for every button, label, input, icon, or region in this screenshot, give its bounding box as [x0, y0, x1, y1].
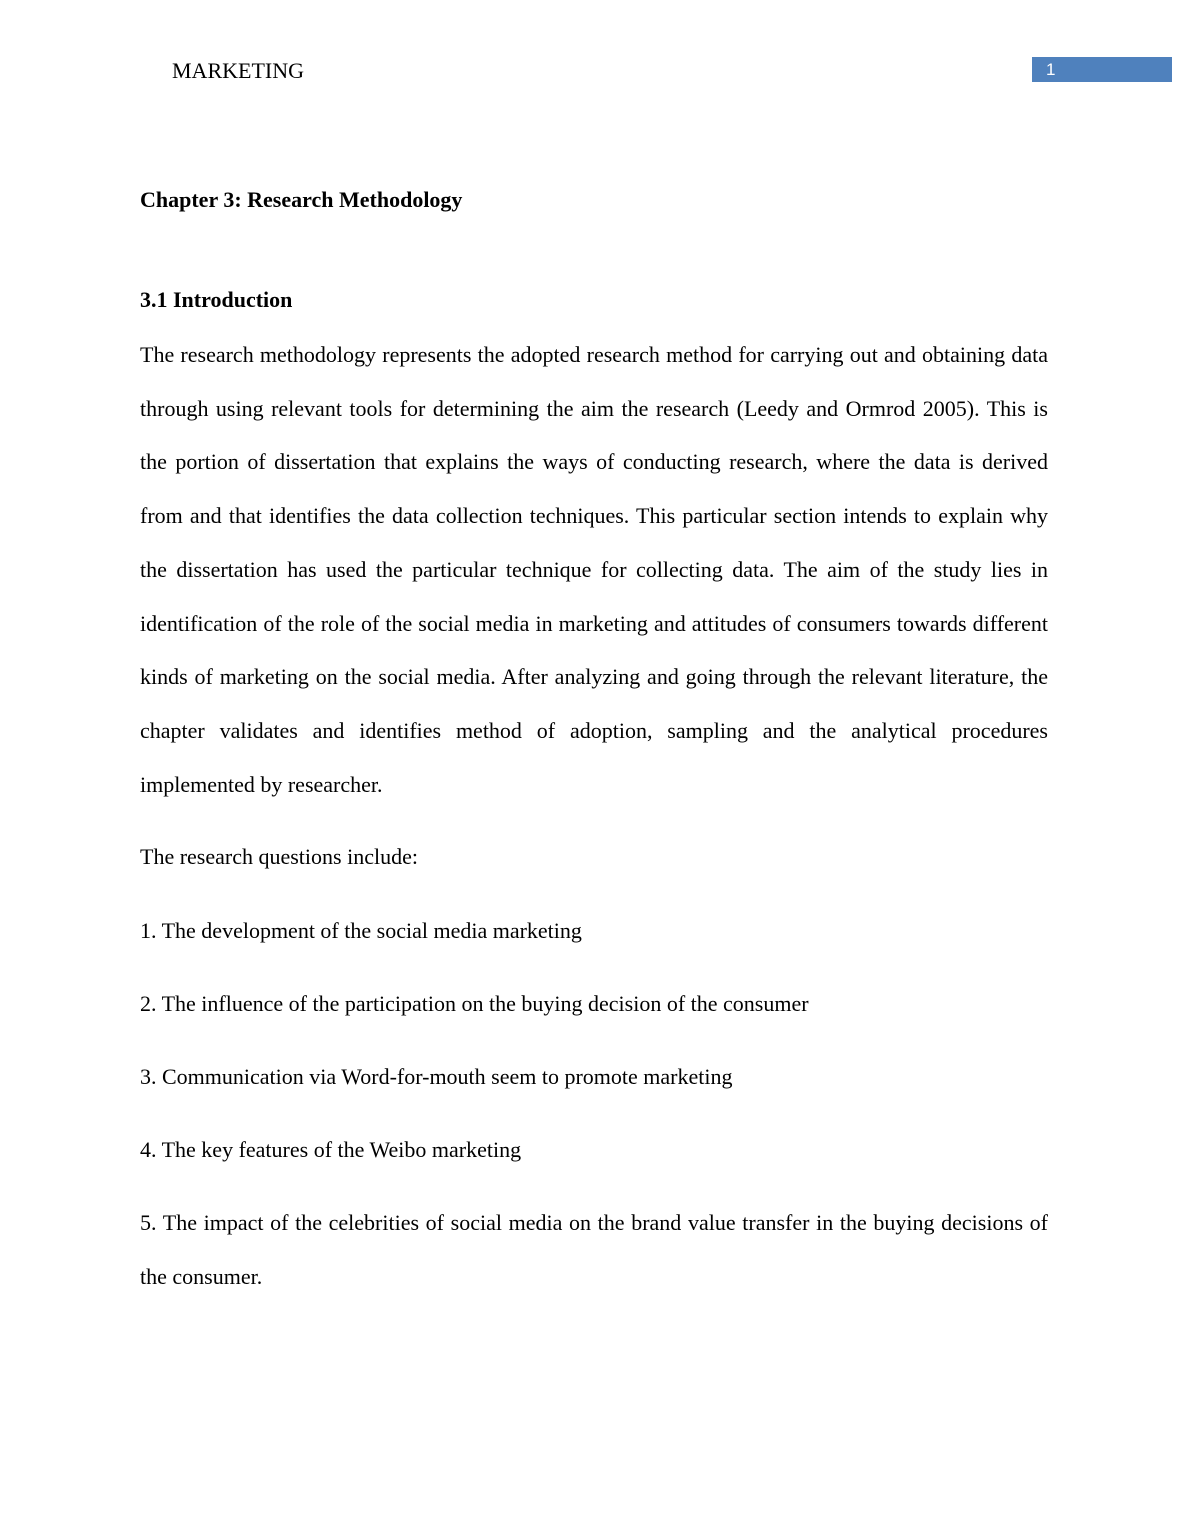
question-item: 2. The influence of the participation on the buying decision of the consumer: [140, 991, 809, 1016]
chapter-title: Chapter 3: Research Methodology: [140, 187, 463, 212]
section-title: 3.1 Introduction: [140, 287, 293, 312]
page-number-badge: 1: [1032, 57, 1172, 82]
header-title: MARKETING: [172, 58, 304, 83]
question-item: 4. The key features of the Weibo marketing: [140, 1137, 522, 1162]
question-item: 3. Communication via Word-for-mouth seem to promote marketing: [140, 1064, 733, 1089]
question-item: 1. The development of the social media marketing: [140, 918, 582, 943]
questions-intro: The research questions include:: [140, 844, 418, 869]
question-item: 5. The impact of the celebrities of social media on the brand value transfer in the buying decisions of the consumer.: [140, 1210, 1048, 1289]
intro-paragraph: The research methodology represents the adopted research method for carrying out and obtaining data through using relevant tools for determining the aim the research (Leedy and Ormrod 2005). This is the portion of dissertation that explains the ways of conducting research, where the data is derived from and that identifies the data collection techniques. This particular section intends to explain why the dissertation has used the particular technique for collecting data. The aim of the study lies in identification of the role of the social media in marketing and attitudes of consumers towards different kinds of marketing on the social media. After analyzing and going through the relevant literature, the chapter validates and identifies method of adoption, sampling and the analytical procedures implemented by researcher.: [140, 342, 1048, 797]
